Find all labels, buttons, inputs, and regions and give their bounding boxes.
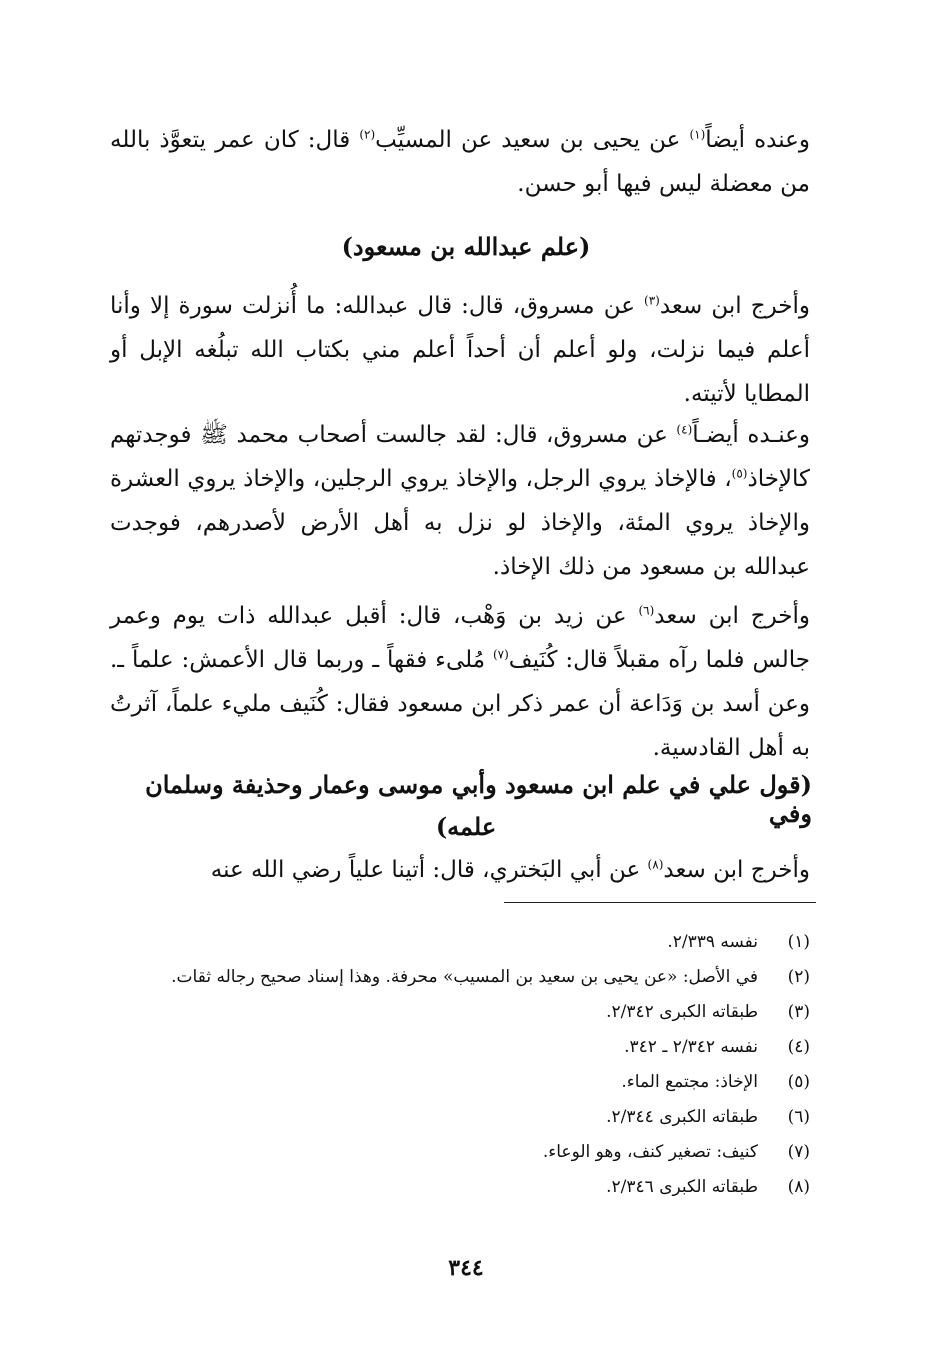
paragraph-text: عن مسروق، قال: قال عبدالله: ما أُنزلت سورة إلا وأنا أعلم فيما نزلت، ولو أعلم أن أحداً أعلم مني بكتاب الله تبلُغه الإبل أو المطايا لأتيته. <box>110 293 810 407</box>
footnotes-list <box>110 925 810 1205</box>
footnote-number: (٤) <box>787 1037 810 1057</box>
footnote-number: (٢) <box>787 967 810 987</box>
paragraph-text: عن زيد بن وَهْب، قال: أقبل عبدالله ذات يوم وعمر جالس فلما رآه مقبلاً قال: كُنَيف <box>110 603 810 673</box>
section-heading-ali-line2: علمه) <box>435 812 497 841</box>
footnote-text: طبقاته الكبرى ٢/٣٤٦. <box>606 1177 758 1197</box>
page-number: ٣٤٤ <box>448 1255 484 1281</box>
footnote-text: طبقاته الكبرى ٢/٣٤٢. <box>606 1002 758 1022</box>
footnote-item <box>110 995 810 1030</box>
footnote-text: طبقاته الكبرى ٢/٣٤٤. <box>606 1107 758 1127</box>
footnote-text: في الأصل: «عن يحيى بن سعيد بن المسيب» محرفة. وهذا إسناد صحيح رجاله ثقات. <box>171 967 758 987</box>
paragraph-text: مُلىء فقهاً ـ وربما قال الأعمش: علماً ـ. وعن أسد بن وَدَاعة أن عمر ذكر ابن مسعود فقال: كُنَيف مليء علماً، آثرتُ به أهل القادسية. <box>110 647 810 761</box>
paragraph-text: عن يحيى بن سعيد عن المسيِّب <box>375 127 690 153</box>
footnote-item <box>110 1065 810 1100</box>
footnote-ref: (٨) <box>647 857 664 872</box>
paragraph-abu-bakhtari <box>110 848 810 892</box>
footnote-ref: (٧) <box>492 647 509 662</box>
footnote-number: (١) <box>787 932 810 952</box>
footnote-ref: (٤) <box>676 422 693 437</box>
footnote-ref: (٣) <box>644 293 660 308</box>
footnote-item <box>110 1135 810 1170</box>
paragraph-text: عن مسروق، قال: لقد جالست أصحاب محمد ﷺ فوجدتهم كالإخاذ <box>110 422 810 492</box>
footnote-number: (٦) <box>787 1107 810 1127</box>
footnote-text: نفسه ٢/٣٣٩. <box>667 932 758 952</box>
footnote-item <box>110 925 810 960</box>
paragraph-text: وعنده أيضاً <box>705 127 810 153</box>
footnote-text: الإخاذ: مجتمع الماء. <box>621 1072 758 1092</box>
paragraph-text: وأخرج ابن سعد <box>659 293 810 319</box>
paragraph-text: وأخرج ابن سعد <box>654 603 810 629</box>
section-heading-ali-line1: (قول علي في علم ابن مسعود وأبي موسى وعمار وحذيفة وسلمان وفي <box>145 770 812 828</box>
footnote-ref: (١) <box>689 127 706 142</box>
paragraph-umar-refuge <box>110 118 810 206</box>
paragraph-text: وعنـده أيضـاً <box>692 422 810 448</box>
paragraph-ikhadh <box>110 413 810 589</box>
footnote-item <box>110 1030 810 1065</box>
paragraph-masruq-abdullah <box>110 284 810 416</box>
footnote-item <box>110 1170 810 1205</box>
footnote-number: (٥) <box>787 1072 810 1092</box>
footnote-number: (٣) <box>787 1002 810 1022</box>
paragraph-text: قال: كان عمر يتعوَّذ بالله من معضلة ليس فيها أبو حسن. <box>110 127 810 197</box>
paragraph-kunayf <box>110 594 810 770</box>
footnote-item <box>110 1100 810 1135</box>
paragraph-text: ، فالإخاذ يروي الرجل، والإخاذ يروي الرجلين، والإخاذ يروي العشرة والإخاذ يروي المئة، والإخاذ لو نزل به أهل الأرض لأصدرهم، فوجدت عبدالله بن مسعود من ذلك الإخاذ. <box>110 466 810 580</box>
paragraph-text: عن أبي البَختري، قال: أتينا علياً رضي الله عنه <box>210 857 648 883</box>
paragraph-text: وأخرج ابن سعد <box>663 857 810 883</box>
footnote-ref: (٢) <box>359 127 376 142</box>
footnote-number: (٨) <box>787 1177 810 1197</box>
footnote-text: نفسه ٢/٣٤٢ ـ ٣٤٢. <box>624 1037 758 1057</box>
footnote-ref: (٦) <box>638 603 655 618</box>
footnote-number: (٧) <box>787 1142 810 1162</box>
section-heading-ibn-masud: (علم عبدالله بن مسعود) <box>341 232 591 261</box>
footnote-ref: (٥) <box>731 466 748 481</box>
footnote-item <box>110 960 810 995</box>
footnote-divider <box>504 902 816 903</box>
footnote-text: كنيف: تصغير كنف، وهو الوعاء. <box>542 1142 758 1162</box>
